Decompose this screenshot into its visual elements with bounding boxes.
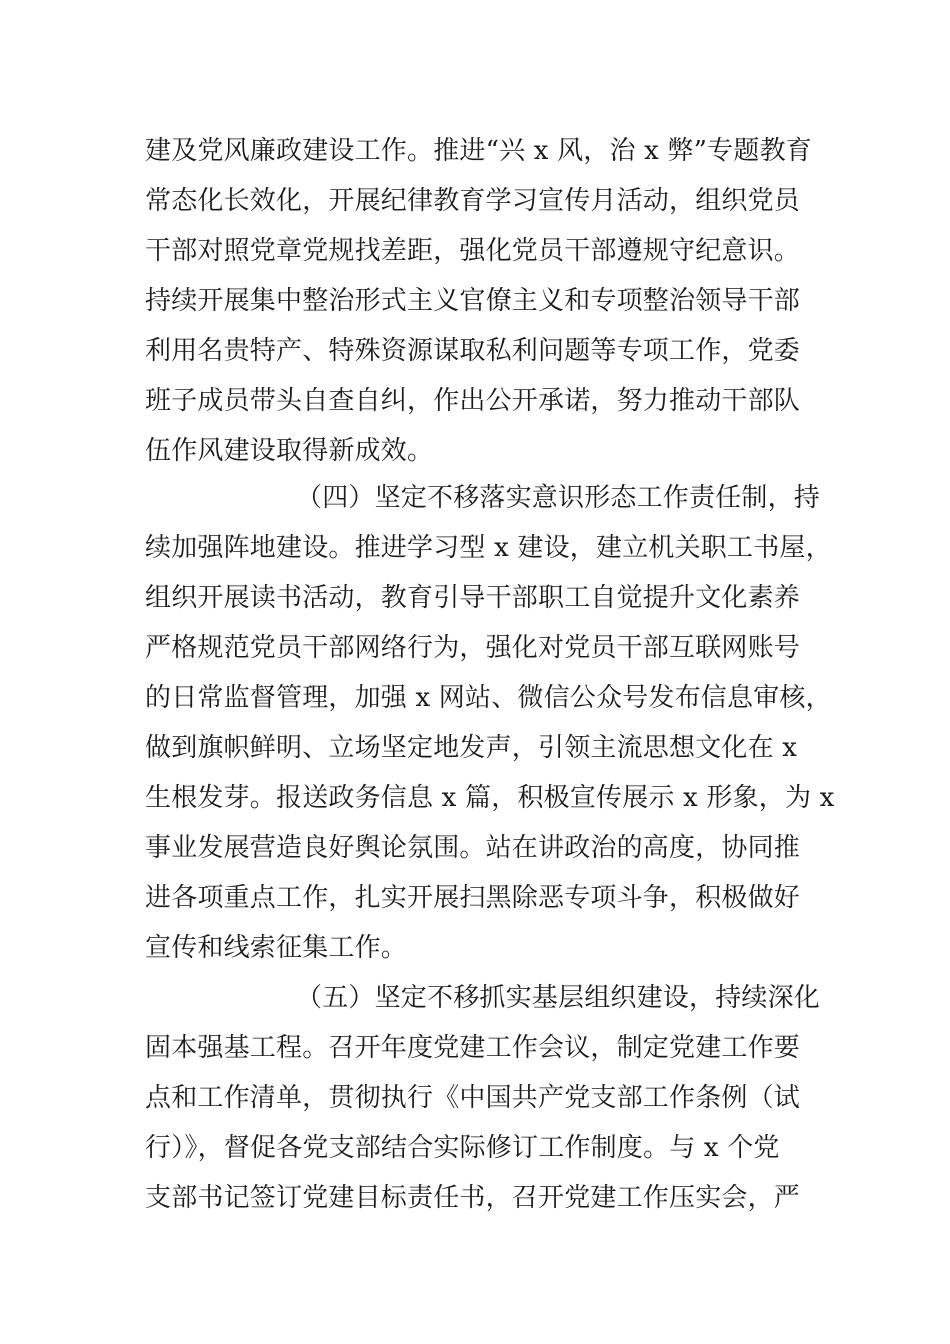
text-line: 生根发芽。报送政务信息 x 篇，积极宣传展示 x 形象，为 x	[145, 783, 835, 813]
text-line: 事业发展营造良好舆论氛围。站在讲政治的高度，协同推	[145, 833, 801, 863]
text-line: 的日常监督管理，加强 x 网站、微信公众号发布信息审核，	[145, 683, 832, 713]
text-line: 宣传和线索征集工作。	[145, 933, 408, 963]
section-heading-4: （四）坚定不移落实意识形态工作责任制，持	[296, 483, 821, 513]
text-line: 续加强阵地建设。推进学习型 x 建设，建立机关职工书屋，	[145, 533, 832, 563]
text-line: 持续开展集中整治形式主义官僚主义和专项整治领导干部	[145, 286, 801, 316]
text-line: 干部对照党章党规找差距，强化党员干部遵规守纪意识。	[145, 236, 801, 266]
text-line: 做到旗帜鲜明、立场坚定地发声，引领主流思想文化在 x	[145, 733, 798, 763]
text-line: 行）》，督促各党支部结合实际修订工作制度。与 x 个党	[145, 1133, 780, 1163]
text-line: 支部书记签订党建目标责任书，召开党建工作压实会，严	[145, 1183, 801, 1213]
text-line: 固本强基工程。召开年度党建工作会议，制定党建工作要	[145, 1033, 801, 1063]
text-line: 伍作风建设取得新成效。	[145, 436, 434, 466]
text-line: 班子成员带头自查自纠，作出公开承诺，努力推动干部队	[145, 386, 801, 416]
section-heading-5: （五）坚定不移抓实基层组织建设，持续深化	[296, 983, 821, 1013]
text-line: 进各项重点工作，扎实开展扫黑除恶专项斗争，积极做好	[145, 883, 801, 913]
text-line: 组织开展读书活动，教育引导干部职工自觉提升文化素养	[145, 583, 801, 613]
text-line: 点和工作清单，贯彻执行《中国共产党支部工作条例（试	[145, 1083, 801, 1113]
text-line: 常态化长效化，开展纪律教育学习宣传月活动，组织党员	[145, 186, 801, 216]
text-line: 建及党风廉政建设工作。推进“兴 x 风，治 x 弊”专题教育	[145, 136, 812, 166]
text-line: 严格规范党员干部网络行为，强化对党员干部互联网账号	[145, 633, 801, 663]
text-line: 利用名贵特产、特殊资源谋取私利问题等专项工作，党委	[145, 336, 801, 366]
